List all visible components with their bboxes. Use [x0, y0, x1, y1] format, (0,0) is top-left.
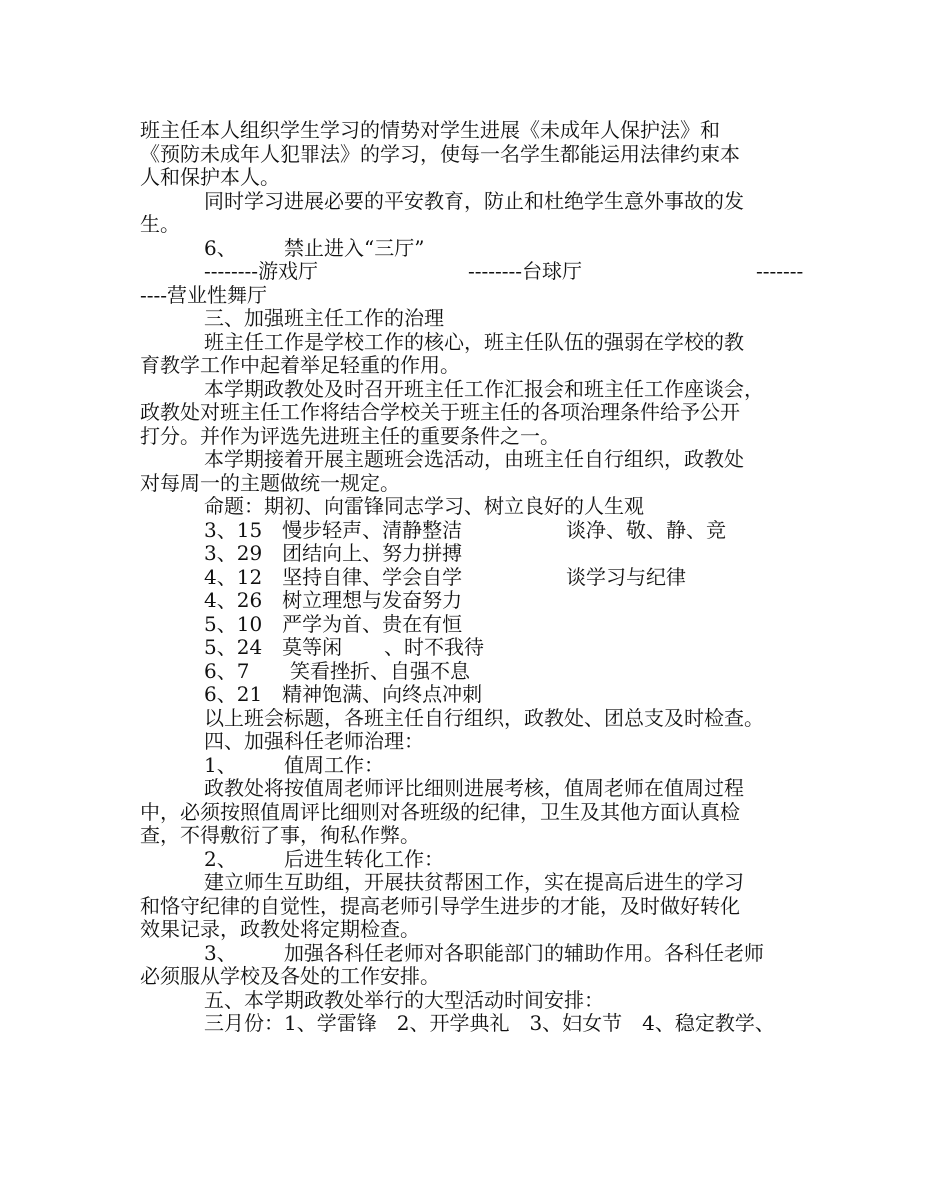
text-line: 生。 [140, 212, 180, 236]
schedule-topic: 5、10 严学为首、贵在有恒 [204, 611, 463, 636]
schedule-topic: 3、29 团结向上、努力拼搏 [204, 541, 463, 565]
text-line: 打分。并作为评选先进班主任的重要条件之一。 [140, 423, 560, 448]
document-body [140, 119, 825, 1036]
text-line: 和恪守纪律的自觉性，提高老师引导学生进步的才能，及时做好转化 [140, 893, 740, 918]
text-line: 《预防未成年人犯罪法》的学习，使每一名学生都能运用法律约束本 [140, 141, 740, 166]
text-line: 同时学习进展必要的平安教育，防止和杜绝学生意外事故的发 [204, 188, 744, 213]
text-line: 查，不得敷衍了事，徇私作弊。 [140, 823, 420, 847]
list-text: 后进生转化工作： [284, 846, 444, 871]
text-line: 中，必须按照值周评比细则对各班级的纪律，卫生及其他方面认真检 [140, 799, 740, 824]
schedule-note: 谈学习与纪律 [566, 564, 686, 589]
text-line: 建立师生互助组，开展扶贫帮困工作，实在提高后进生的学习 [204, 870, 744, 894]
schedule-topic: 5、24 莫等闲 [204, 635, 343, 659]
text-line: 人和保护本人。 [140, 165, 280, 189]
text-line: 三月份：1、学雷锋 2、开学典礼 3、妇女节 4、稳定教学、 [204, 1011, 775, 1035]
text-line: 本学期政教处及时召开班主任工作汇报会和班主任工作座谈会， [204, 376, 764, 401]
text-line: 班主任本人组织学生学习的情势对学生进展《未成年人保护法》和 [140, 118, 720, 142]
list-text: 值周工作： [284, 752, 384, 777]
text-line: 必须服从学校及各处的工作安排。 [140, 964, 440, 988]
list-number: 3、 [204, 940, 237, 965]
text-line: ----营业性舞厅 [140, 282, 268, 307]
text-line: 以上班会标题，各班主任自行组织，政教处、团总支及时检查。 [204, 705, 764, 730]
text-line: 政教处对班主任工作将结合学校关于班主任的各项治理条件给予公开 [140, 400, 740, 424]
schedule-row [140, 660, 825, 684]
list-number: 6、 [204, 235, 237, 260]
schedule-topic-cont: 、时不我待 [384, 635, 484, 659]
venue-billiards-hall: --------台球厅 [468, 259, 583, 283]
schedule-topic: 6、21 精神饱满、向终点冲刺 [204, 682, 483, 706]
schedule-topic: 4、12 坚持自律、学会自学 [204, 564, 463, 589]
venue-dashes: ------- [756, 259, 804, 283]
text-line: 对每周一的主题做统一规定。 [140, 470, 400, 495]
section-heading-4: 四、加强科任老师治理： [204, 729, 424, 753]
schedule-row [140, 519, 825, 543]
list-text: 加强各科任老师对各职能部门的辅助作用。各科任老师 [284, 940, 764, 965]
list-number: 2、 [204, 846, 237, 871]
list-item-1 [140, 754, 825, 778]
section-heading-3: 三、加强班主任工作的治理 [204, 306, 444, 330]
schedule-topic: 笑看挫折、自强不息 [290, 658, 470, 683]
list-item-2 [140, 848, 825, 872]
venue-list-row [140, 260, 825, 284]
schedule-row [140, 566, 825, 590]
venue-game-hall: --------游戏厅 [204, 259, 319, 283]
schedule-row [140, 683, 825, 707]
list-number: 1、 [204, 752, 237, 777]
text-line: 育教学工作中起着举足轻重的作用。 [140, 353, 460, 377]
schedule-row [140, 589, 825, 613]
schedule-topic: 4、26 树立理想与发奋努力 [204, 588, 463, 612]
text-line: 本学期接着开展主题班会选活动，由班主任自行组织，政教处 [204, 447, 744, 471]
text-line: 班主任工作是学校工作的核心，班主任队伍的强弱在学校的教 [204, 329, 744, 354]
schedule-topic: 3、15 慢步轻声、清静整洁 [204, 517, 463, 542]
schedule-row [140, 542, 825, 566]
list-item-3 [140, 942, 825, 966]
schedule-row [140, 613, 825, 637]
list-text: 禁止进入“三厅” [284, 235, 425, 260]
schedule-date: 6、7 [204, 658, 250, 683]
list-item-6 [140, 237, 825, 261]
schedule-row [140, 636, 825, 660]
schedule-note: 谈净、敬、静、竞 [566, 517, 726, 542]
text-line: 政教处将按值周老师评比细则进展考核，值周老师在值周过程 [204, 776, 744, 800]
theme-heading: 命题：期初、向雷锋同志学习、树立良好的人生观 [204, 494, 644, 518]
text-line: 效果记录，政教处将定期检查。 [140, 917, 420, 941]
section-heading-5: 五、本学期政教处举行的大型活动时间安排： [204, 987, 604, 1012]
